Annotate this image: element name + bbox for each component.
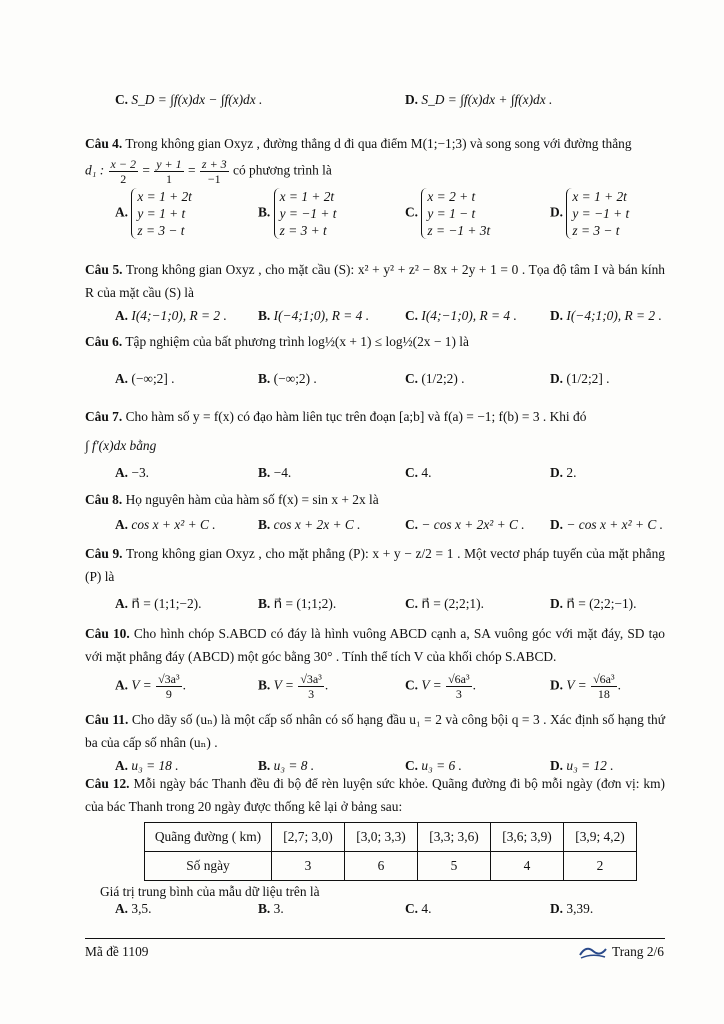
option-a: A. cos x + x² + C . [115, 517, 216, 532]
option-d: D. 2. [550, 465, 577, 480]
fraction: $\frac{z + 3}{-1}$ [201, 157, 227, 186]
table-row [145, 852, 637, 881]
publisher-logo-icon [578, 943, 608, 961]
question-12: Câu 12. Mỗi ngày bác Thanh đều đi bộ để rèn luyện sức khỏe. Quãng đường đi bộ mỗi ngày (đơn vị: km) của bác Thanh trong 20 ngày được thống kê lại ở bảng sau: [85, 776, 665, 814]
question-8: Câu 8. Họ nguyên hàm của hàm số f(x) = sin x + 2x là A. cos x + x² + C . B. cos x + 2x + C . C. − cos x + 2x² + C . D. − cos x + x² + C . [85, 488, 665, 535]
option-d: D. V = $\frac{\text{√6a³}}{18}$ . [550, 672, 621, 701]
option-b: B. 3. [258, 901, 284, 916]
question-4: Câu 4. Trong không gian Oxyz , đường thẳng d đi qua điểm M(1;−1;3) và song song với đường thẳng d₁ : $\frac{x - 2}{2}$ = $\frac{y + 1}{1}$ = $\frac{z + 3}{-1}$ có phương trình là A. x = 1 + 2t y = 1 + t z = 3 − t B. x = 1 + 2t y = −1 + t z = 3 + t C. x = 2 + t y = 1 − t z = −1 + 3t D. x = 1 + 2t y = −1 + t z = 3 − t [85, 136, 632, 238]
option-d: D. S_D = ∫f(x)dx + ∫f(x)dx . [405, 92, 553, 107]
footer-divider [85, 938, 665, 939]
table-cell: [3,0; 3,3) [345, 823, 418, 852]
option-d: D. (1/2;2] . [550, 371, 610, 386]
option-d: D. I(−4;1;0), R = 2 . [550, 308, 662, 323]
option-d: D. − cos x + x² + C . [550, 517, 663, 532]
question-10: Câu 10. Cho hình chóp S.ABCD có đáy là hình vuông ABCD cạnh a, SA vuông góc với mặt đáy, SD tạo với mặt phẳng đáy (ABCD) một góc bằng 30° . Tính thể tích V của khối chóp S.ABCD. A. V = $\frac{\text{√3a³}}{9}$ . B. V = $\frac{\text{√3a³}}{3}$ . C. V = $\frac{\text{√6a³}}{3}$ . D. V = $\frac{\text{√6a³}}{18}$ . [85, 626, 665, 701]
table-cell: 2 [564, 852, 637, 881]
table-cell: 6 [345, 852, 418, 881]
option-c: C. x = 2 + t y = 1 − t z = −1 + 3t [405, 189, 491, 238]
option-a: A. (−∞;2] . [115, 371, 175, 386]
option-c: C. V = $\frac{\text{√6a³}}{3}$ . [405, 672, 476, 701]
option-b: B. x = 1 + 2t y = −1 + t z = 3 + t [258, 189, 337, 238]
option-d: D. x = 1 + 2t y = −1 + t z = 3 − t [550, 189, 630, 238]
question-7: Câu 7. Cho hàm số y = f(x) có đạo hàm liên tục trên đoạn [a;b] và f(a) = −1; f(b) = 3 . Khi đó ∫ f′(x)dx bằng A. −3. B. −4. C. 4. D. 2. [85, 405, 665, 483]
table-cell: 4 [491, 852, 564, 881]
option-a: A. −3. [115, 465, 149, 480]
distance-frequency-table [144, 822, 637, 881]
question-5: Câu 5. Trong không gian Oxyz , cho mặt cầu (S): x² + y² + z² − 8x + 2y + 1 = 0 . Tọa độ tâm I và bán kính R của mặt cầu (S) là A. I(4;−1;0), R = 2 . B. I(−4;1;0), R = 4 . C. I(4;−1;0), R = 4 . D. I(−4;1;0), R = 2 . [85, 258, 665, 326]
fraction: $\frac{x - 2}{2}$ [110, 157, 136, 186]
table-header-cell: Số ngày [145, 852, 272, 881]
table-cell: [3,3; 3,6) [418, 823, 491, 852]
option-b: B. u₃ = 8 . [258, 758, 315, 773]
page-number: Trang 2/6 [612, 944, 664, 959]
question-12-continued: Giá trị trung bình của mẫu dữ liệu trên là A. 3,5. B. 3. C. 4. D. 3,39. [100, 884, 594, 916]
option-a: A. I(4;−1;0), R = 2 . [115, 308, 227, 323]
table-row [145, 823, 637, 852]
option-b: B. n⃗ = (1;1;2). [258, 596, 337, 611]
option-a: A. u₃ = 18 . [115, 758, 179, 773]
option-d: D. u₃ = 12 . [550, 758, 614, 773]
option-c: C. (1/2;2) . [405, 371, 465, 386]
option-c: C. n⃗ = (2;2;1). [405, 596, 484, 611]
option-a: A. x = 1 + 2t y = 1 + t z = 3 − t [115, 189, 192, 238]
exam-code: Mã đề 1109 [85, 944, 149, 959]
option-b: B. I(−4;1;0), R = 4 . [258, 308, 370, 323]
table-cell: 5 [418, 852, 491, 881]
option-c: C. S_D = ∫f(x)dx − ∫f(x)dx . [115, 92, 263, 107]
fraction: $\frac{y + 1}{1}$ [156, 157, 182, 186]
question-6: Câu 6. Tập nghiệm của bất phương trình log½(x + 1) ≤ log½(2x − 1) là A. (−∞;2] . B. (−∞;2) . C. (1/2;2) . D. (1/2;2] . [85, 330, 665, 389]
option-c: C. − cos x + 2x² + C . [405, 517, 525, 532]
option-d: D. 3,39. [550, 901, 594, 916]
option-c: C. 4. [405, 465, 432, 480]
option-b: B. V = $\frac{\text{√3a³}}{3}$ . [258, 672, 329, 701]
table-cell: [3,6; 3,9) [491, 823, 564, 852]
option-b: B. (−∞;2) . [258, 371, 317, 386]
option-c: C. I(4;−1;0), R = 4 . [405, 308, 517, 323]
question-9: Câu 9. Trong không gian Oxyz , cho mặt phẳng (P): x + y − z/2 = 1 . Một vectơ pháp tuyến của mặt phẳng (P) là A. n⃗ = (1;1;−2). B. n⃗ = (1;1;2). C. n⃗ = (2;2;1). D. n⃗ = (2;2;−1). [85, 542, 665, 614]
option-d: D. n⃗ = (2;2;−1). [550, 596, 637, 611]
option-c: C. 4. [405, 901, 432, 916]
option-b: B. cos x + 2x + C . [258, 517, 361, 532]
table-cell: 3 [272, 852, 345, 881]
option-a: A. 3,5. [115, 901, 152, 916]
table-header-cell: Quãng đường ( km) [145, 823, 272, 852]
option-a: A. V = $\frac{\text{√3a³}}{9}$ . [115, 672, 186, 701]
option-a: A. n⃗ = (1;1;−2). [115, 596, 202, 611]
option-b: B. −4. [258, 465, 292, 480]
question-11: Câu 11. Cho dãy số (uₙ) là một cấp số nhân có số hạng đầu u₁ = 2 và công bội q = 3 . Xác định số hạng thứ ba của cấp số nhân (uₙ) . A. u₃ = 18 . B. u₃ = 8 . C. u₃ = 6 . D. u₃ = 12 . [85, 708, 665, 776]
option-c: C. u₃ = 6 . [405, 758, 462, 773]
table-cell: [2,7; 3,0) [272, 823, 345, 852]
table-cell: [3,9; 4,2) [564, 823, 637, 852]
prev-question-options [85, 88, 665, 110]
